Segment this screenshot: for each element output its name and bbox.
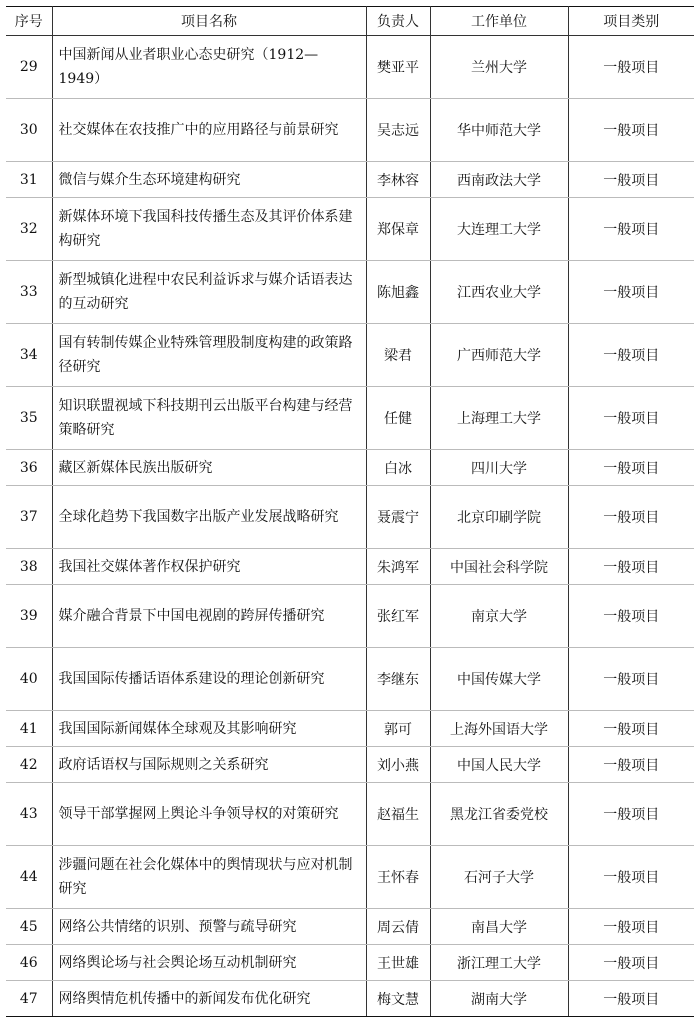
row-org: 上海理工大学 bbox=[430, 387, 568, 450]
row-category: 一般项目 bbox=[568, 261, 694, 324]
row-category: 一般项目 bbox=[568, 387, 694, 450]
row-title: 我国社交媒体著作权保护研究 bbox=[52, 549, 366, 585]
row-title: 全球化趋势下我国数字出版产业发展战略研究 bbox=[52, 486, 366, 549]
row-org: 中国传媒大学 bbox=[430, 648, 568, 711]
row-person: 朱鸿军 bbox=[366, 549, 430, 585]
row-title: 网络舆论场与社会舆论场互动机制研究 bbox=[52, 945, 366, 981]
row-category: 一般项目 bbox=[568, 648, 694, 711]
row-category: 一般项目 bbox=[568, 36, 694, 99]
row-category: 一般项目 bbox=[568, 945, 694, 981]
table-row bbox=[6, 747, 694, 783]
row-category: 一般项目 bbox=[568, 846, 694, 909]
table-row bbox=[6, 711, 694, 747]
table-header-row bbox=[6, 7, 694, 36]
row-title: 新型城镇化进程中农民利益诉求与媒介话语表达的互动研究 bbox=[52, 261, 366, 324]
row-category: 一般项目 bbox=[568, 711, 694, 747]
row-category: 一般项目 bbox=[568, 198, 694, 261]
row-no: 33 bbox=[6, 261, 52, 324]
row-person: 吴志远 bbox=[366, 99, 430, 162]
row-no: 34 bbox=[6, 324, 52, 387]
row-no: 36 bbox=[6, 450, 52, 486]
row-title: 国有转制传媒企业特殊管理股制度构建的政策路径研究 bbox=[52, 324, 366, 387]
row-person: 周云倩 bbox=[366, 909, 430, 945]
row-no: 46 bbox=[6, 945, 52, 981]
table-row bbox=[6, 99, 694, 162]
row-person: 樊亚平 bbox=[366, 36, 430, 99]
row-no: 30 bbox=[6, 99, 52, 162]
table-row bbox=[6, 450, 694, 486]
row-org: 湖南大学 bbox=[430, 981, 568, 1017]
row-no: 44 bbox=[6, 846, 52, 909]
row-org: 江西农业大学 bbox=[430, 261, 568, 324]
row-title: 网络舆情危机传播中的新闻发布优化研究 bbox=[52, 981, 366, 1017]
row-person: 李继东 bbox=[366, 648, 430, 711]
row-person: 王世雄 bbox=[366, 945, 430, 981]
row-person: 赵福生 bbox=[366, 783, 430, 846]
row-org: 上海外国语大学 bbox=[430, 711, 568, 747]
row-org: 浙江理工大学 bbox=[430, 945, 568, 981]
row-title: 藏区新媒体民族出版研究 bbox=[52, 450, 366, 486]
row-person: 张红军 bbox=[366, 585, 430, 648]
row-org: 黑龙江省委党校 bbox=[430, 783, 568, 846]
row-org: 中国人民大学 bbox=[430, 747, 568, 783]
row-no: 32 bbox=[6, 198, 52, 261]
row-title: 社交媒体在农技推广中的应用路径与前景研究 bbox=[52, 99, 366, 162]
table-row bbox=[6, 387, 694, 450]
row-title: 中国新闻从业者职业心态史研究（1912—1949） bbox=[52, 36, 366, 99]
row-org: 四川大学 bbox=[430, 450, 568, 486]
row-title: 网络公共情绪的识别、预警与疏导研究 bbox=[52, 909, 366, 945]
table-row bbox=[6, 585, 694, 648]
row-title: 我国国际传播话语体系建设的理论创新研究 bbox=[52, 648, 366, 711]
row-org: 兰州大学 bbox=[430, 36, 568, 99]
table-row bbox=[6, 909, 694, 945]
row-category: 一般项目 bbox=[568, 99, 694, 162]
row-no: 41 bbox=[6, 711, 52, 747]
row-title: 领导干部掌握网上舆论斗争领导权的对策研究 bbox=[52, 783, 366, 846]
table-row bbox=[6, 198, 694, 261]
row-no: 43 bbox=[6, 783, 52, 846]
table-row bbox=[6, 945, 694, 981]
row-category: 一般项目 bbox=[568, 549, 694, 585]
row-title: 新媒体环境下我国科技传播生态及其评价体系建构研究 bbox=[52, 198, 366, 261]
table-row bbox=[6, 324, 694, 387]
row-no: 40 bbox=[6, 648, 52, 711]
row-org: 南昌大学 bbox=[430, 909, 568, 945]
row-no: 45 bbox=[6, 909, 52, 945]
row-person: 郑保章 bbox=[366, 198, 430, 261]
row-org: 中国社会科学院 bbox=[430, 549, 568, 585]
row-no: 29 bbox=[6, 36, 52, 99]
row-no: 38 bbox=[6, 549, 52, 585]
row-title: 政府话语权与国际规则之关系研究 bbox=[52, 747, 366, 783]
row-title: 知识联盟视域下科技期刊云出版平台构建与经营策略研究 bbox=[52, 387, 366, 450]
row-category: 一般项目 bbox=[568, 981, 694, 1017]
row-no: 31 bbox=[6, 162, 52, 198]
table-row bbox=[6, 162, 694, 198]
row-title: 涉疆问题在社会化媒体中的舆情现状与应对机制研究 bbox=[52, 846, 366, 909]
row-org: 西南政法大学 bbox=[430, 162, 568, 198]
row-category: 一般项目 bbox=[568, 486, 694, 549]
row-person: 梅文慧 bbox=[366, 981, 430, 1017]
header-title: 项目名称 bbox=[52, 7, 366, 36]
table-row bbox=[6, 486, 694, 549]
row-person: 任健 bbox=[366, 387, 430, 450]
project-list-table bbox=[6, 6, 694, 1017]
row-person: 梁君 bbox=[366, 324, 430, 387]
row-person: 李林容 bbox=[366, 162, 430, 198]
table-row bbox=[6, 648, 694, 711]
table-row bbox=[6, 846, 694, 909]
row-title: 媒介融合背景下中国电视剧的跨屏传播研究 bbox=[52, 585, 366, 648]
row-category: 一般项目 bbox=[568, 450, 694, 486]
header-person: 负责人 bbox=[366, 7, 430, 36]
table-row bbox=[6, 981, 694, 1017]
row-no: 42 bbox=[6, 747, 52, 783]
row-org: 大连理工大学 bbox=[430, 198, 568, 261]
header-no: 序号 bbox=[6, 7, 52, 36]
header-org: 工作单位 bbox=[430, 7, 568, 36]
row-person: 白冰 bbox=[366, 450, 430, 486]
header-category: 项目类别 bbox=[568, 7, 694, 36]
table-row bbox=[6, 261, 694, 324]
table-row bbox=[6, 549, 694, 585]
row-category: 一般项目 bbox=[568, 585, 694, 648]
table-row bbox=[6, 783, 694, 846]
row-title: 我国国际新闻媒体全球观及其影响研究 bbox=[52, 711, 366, 747]
row-no: 37 bbox=[6, 486, 52, 549]
row-person: 王怀春 bbox=[366, 846, 430, 909]
table-row bbox=[6, 36, 694, 99]
row-category: 一般项目 bbox=[568, 324, 694, 387]
row-title: 微信与媒介生态环境建构研究 bbox=[52, 162, 366, 198]
row-no: 47 bbox=[6, 981, 52, 1017]
row-org: 华中师范大学 bbox=[430, 99, 568, 162]
row-person: 郭可 bbox=[366, 711, 430, 747]
row-category: 一般项目 bbox=[568, 783, 694, 846]
row-org: 广西师范大学 bbox=[430, 324, 568, 387]
row-person: 聂震宁 bbox=[366, 486, 430, 549]
row-category: 一般项目 bbox=[568, 747, 694, 783]
row-org: 北京印刷学院 bbox=[430, 486, 568, 549]
row-category: 一般项目 bbox=[568, 909, 694, 945]
row-org: 南京大学 bbox=[430, 585, 568, 648]
row-category: 一般项目 bbox=[568, 162, 694, 198]
row-no: 35 bbox=[6, 387, 52, 450]
row-person: 刘小燕 bbox=[366, 747, 430, 783]
row-org: 石河子大学 bbox=[430, 846, 568, 909]
row-person: 陈旭鑫 bbox=[366, 261, 430, 324]
row-no: 39 bbox=[6, 585, 52, 648]
